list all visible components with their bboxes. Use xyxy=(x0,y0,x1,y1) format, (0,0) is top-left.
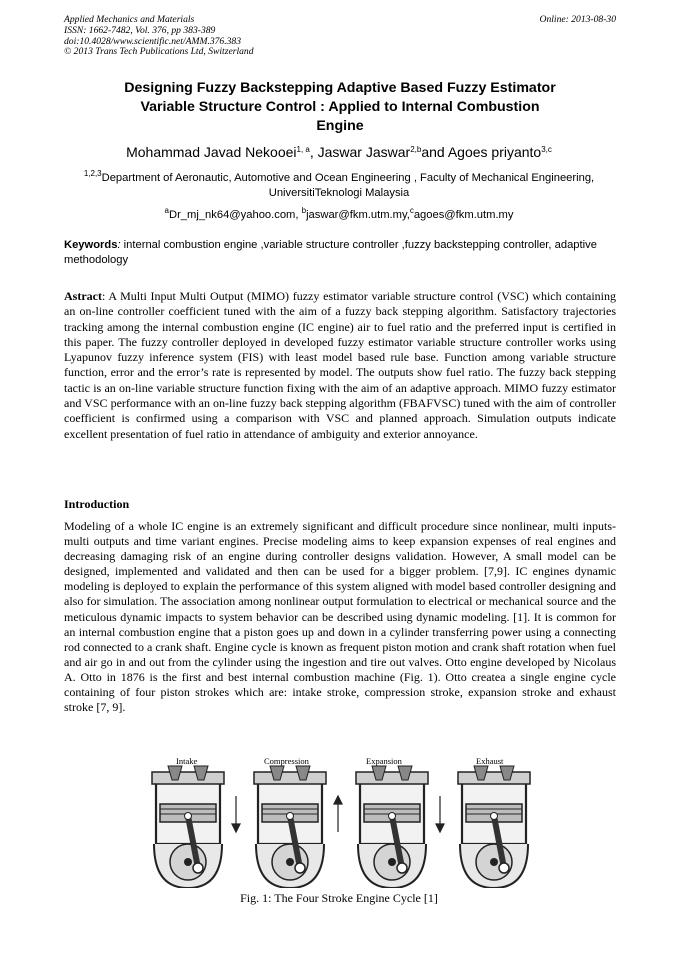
author-sep-2: and xyxy=(421,144,448,160)
author-1-sup: 1, a xyxy=(296,145,310,154)
author-2-sup: 2,b xyxy=(410,145,422,154)
stroke-label-compression: Compression xyxy=(264,756,309,766)
email-list xyxy=(60,203,618,223)
abstract xyxy=(64,289,616,442)
abstract-text: : A Multi Input Multi Output (MIMO) fuzzy estimator variable structure control (VSC) which containing an on-line controller coefficient tuned with the aim of a fuzzy back stepping algorithm. Satisfactory trajectories tracking among the internal combustion engine (IC engine) air to fuel ratio and the preferred input is certified in this paper. The fuzzy controller deployed in developed fuzzy estimator variable structure controller works using Lyapunov fuzzy inference system (FIS) with least model based rule base. Function among variable structure function, error and the error’s rate is represented by model. The outputs show fuel ratio. The fuzzy back stepping tactic is an on-line variable structure function fixing with the aim of an adaptive approach. MIMO fuzzy estimator and VSC performance with an on-line fuzzy back stepping algorithm (FBAFVSC) tuned with the aim of controller coefficient is confirmed using a comparison with VSC and planned approach. Simulation outputs indicate excellent presentation of fuel ratio in attendance of ambiguity and exterior annoyance. xyxy=(64,289,616,441)
engine-intake xyxy=(152,766,224,888)
title-line-1: Designing Fuzzy Backstepping Adaptive Based Fuzzy Estimator xyxy=(124,80,556,96)
journal-header xyxy=(64,15,616,58)
author-1: Mohammad Javad Nekooei xyxy=(126,144,297,160)
copyright-line: © 2013 Trans Tech Publications Ltd, Switzerland xyxy=(64,46,254,58)
title-line-3: Engine xyxy=(316,118,364,134)
stroke-label-expansion: Expansion xyxy=(366,756,402,766)
email-b[interactable]: jaswar@fkm.utm.my, xyxy=(306,209,410,221)
introduction-text: Modeling of a whole IC engine is an extremely significant and difficult procedure since nonlinear, multi inputs-multi outputs and time variant engines. Precise modeling aims to keep expansion expenses of real engines and decreasing damaging risk of an engine during controller designs validation. However, A small model can be designed, implemented and validated and then can be used for a bigger problem. [7,9]. IC engines dynamic modeling is deployed to explain the performance of this system aligned with model based controller designing and also for simulation. The association among nonlinear output formulation to electrical or mechanical source and the meticulous dynamic impacts to system behavior can be described using dynamic modeling. [1]. It is common for an internal combustion engine that a piston goes up and down in a cylinder transferring power using a connecting rod connected to a crank shaft. Engine cycle is known as frequent piston motion and crank shaft rotation when fuel and air go in and out from the cylinder using the ingestion and tire out valves. Otto engine developed by Nicolaus A. Otto in 1876 is the first and best internal combustion machine (Fig. 1). Otto createa a single engine cycle containing of four piston strokes which are: intake stroke, compression stroke, expansion stroke and exhaust stroke [7, 9]. xyxy=(64,519,616,715)
title-line-2: Variable Structure Control : Applied to Internal Combustion xyxy=(140,99,540,115)
email-c[interactable]: agoes@fkm.utm.my xyxy=(413,209,514,221)
abstract-label: Astract xyxy=(64,289,102,303)
keywords-colon: : xyxy=(117,239,121,251)
issn-line: ISSN: 1662-7482, Vol. 376, pp 383-389 xyxy=(64,24,216,36)
engine-compression xyxy=(254,766,326,888)
four-stroke-engine-figure xyxy=(146,756,536,888)
journal-name: Applied Mechanics and Materials xyxy=(64,14,195,25)
doi-line: doi:10.4028/www.scientific.net/AMM.376.383 xyxy=(64,35,242,47)
affiliation-text: Department of Aeronautic, Automotive and Ocean Engineering , Faculty of Mechanical Engineering, UniversitiTeknologi Malaysia xyxy=(101,172,595,199)
introduction-heading: Introduction xyxy=(64,497,130,511)
email-a[interactable]: Dr_mj_nk64@yahoo.com, xyxy=(168,209,302,221)
keywords-text: internal combustion engine ,variable structure controller ,fuzzy backstepping controller, adaptive methodology xyxy=(64,239,597,266)
email-c-sup: c xyxy=(409,206,414,215)
author-3: Agoes priyanto xyxy=(447,144,542,160)
affiliation-sup: 1,2,3 xyxy=(83,169,102,178)
author-sep-1: , xyxy=(309,144,318,160)
author-2: Jaswar Jaswar xyxy=(317,144,411,160)
paper-title xyxy=(80,79,600,136)
email-a-sup: a xyxy=(164,206,169,215)
stroke-label-exhaust: Exhaust xyxy=(476,756,504,766)
figure-caption: Fig. 1: The Four Stroke Engine Cycle [1] xyxy=(240,891,438,905)
stroke-label-intake: Intake xyxy=(176,756,198,766)
online-date: Online: 2013-08-30 xyxy=(539,14,616,25)
email-b-sup: b xyxy=(301,206,307,215)
author-3-sup: 3,c xyxy=(541,145,552,154)
engine-exhaust xyxy=(458,766,530,888)
keywords-label: Keywords xyxy=(64,239,118,251)
affiliation xyxy=(60,166,618,201)
author-list xyxy=(40,141,638,161)
engine-expansion xyxy=(356,766,428,888)
keywords xyxy=(64,238,616,268)
